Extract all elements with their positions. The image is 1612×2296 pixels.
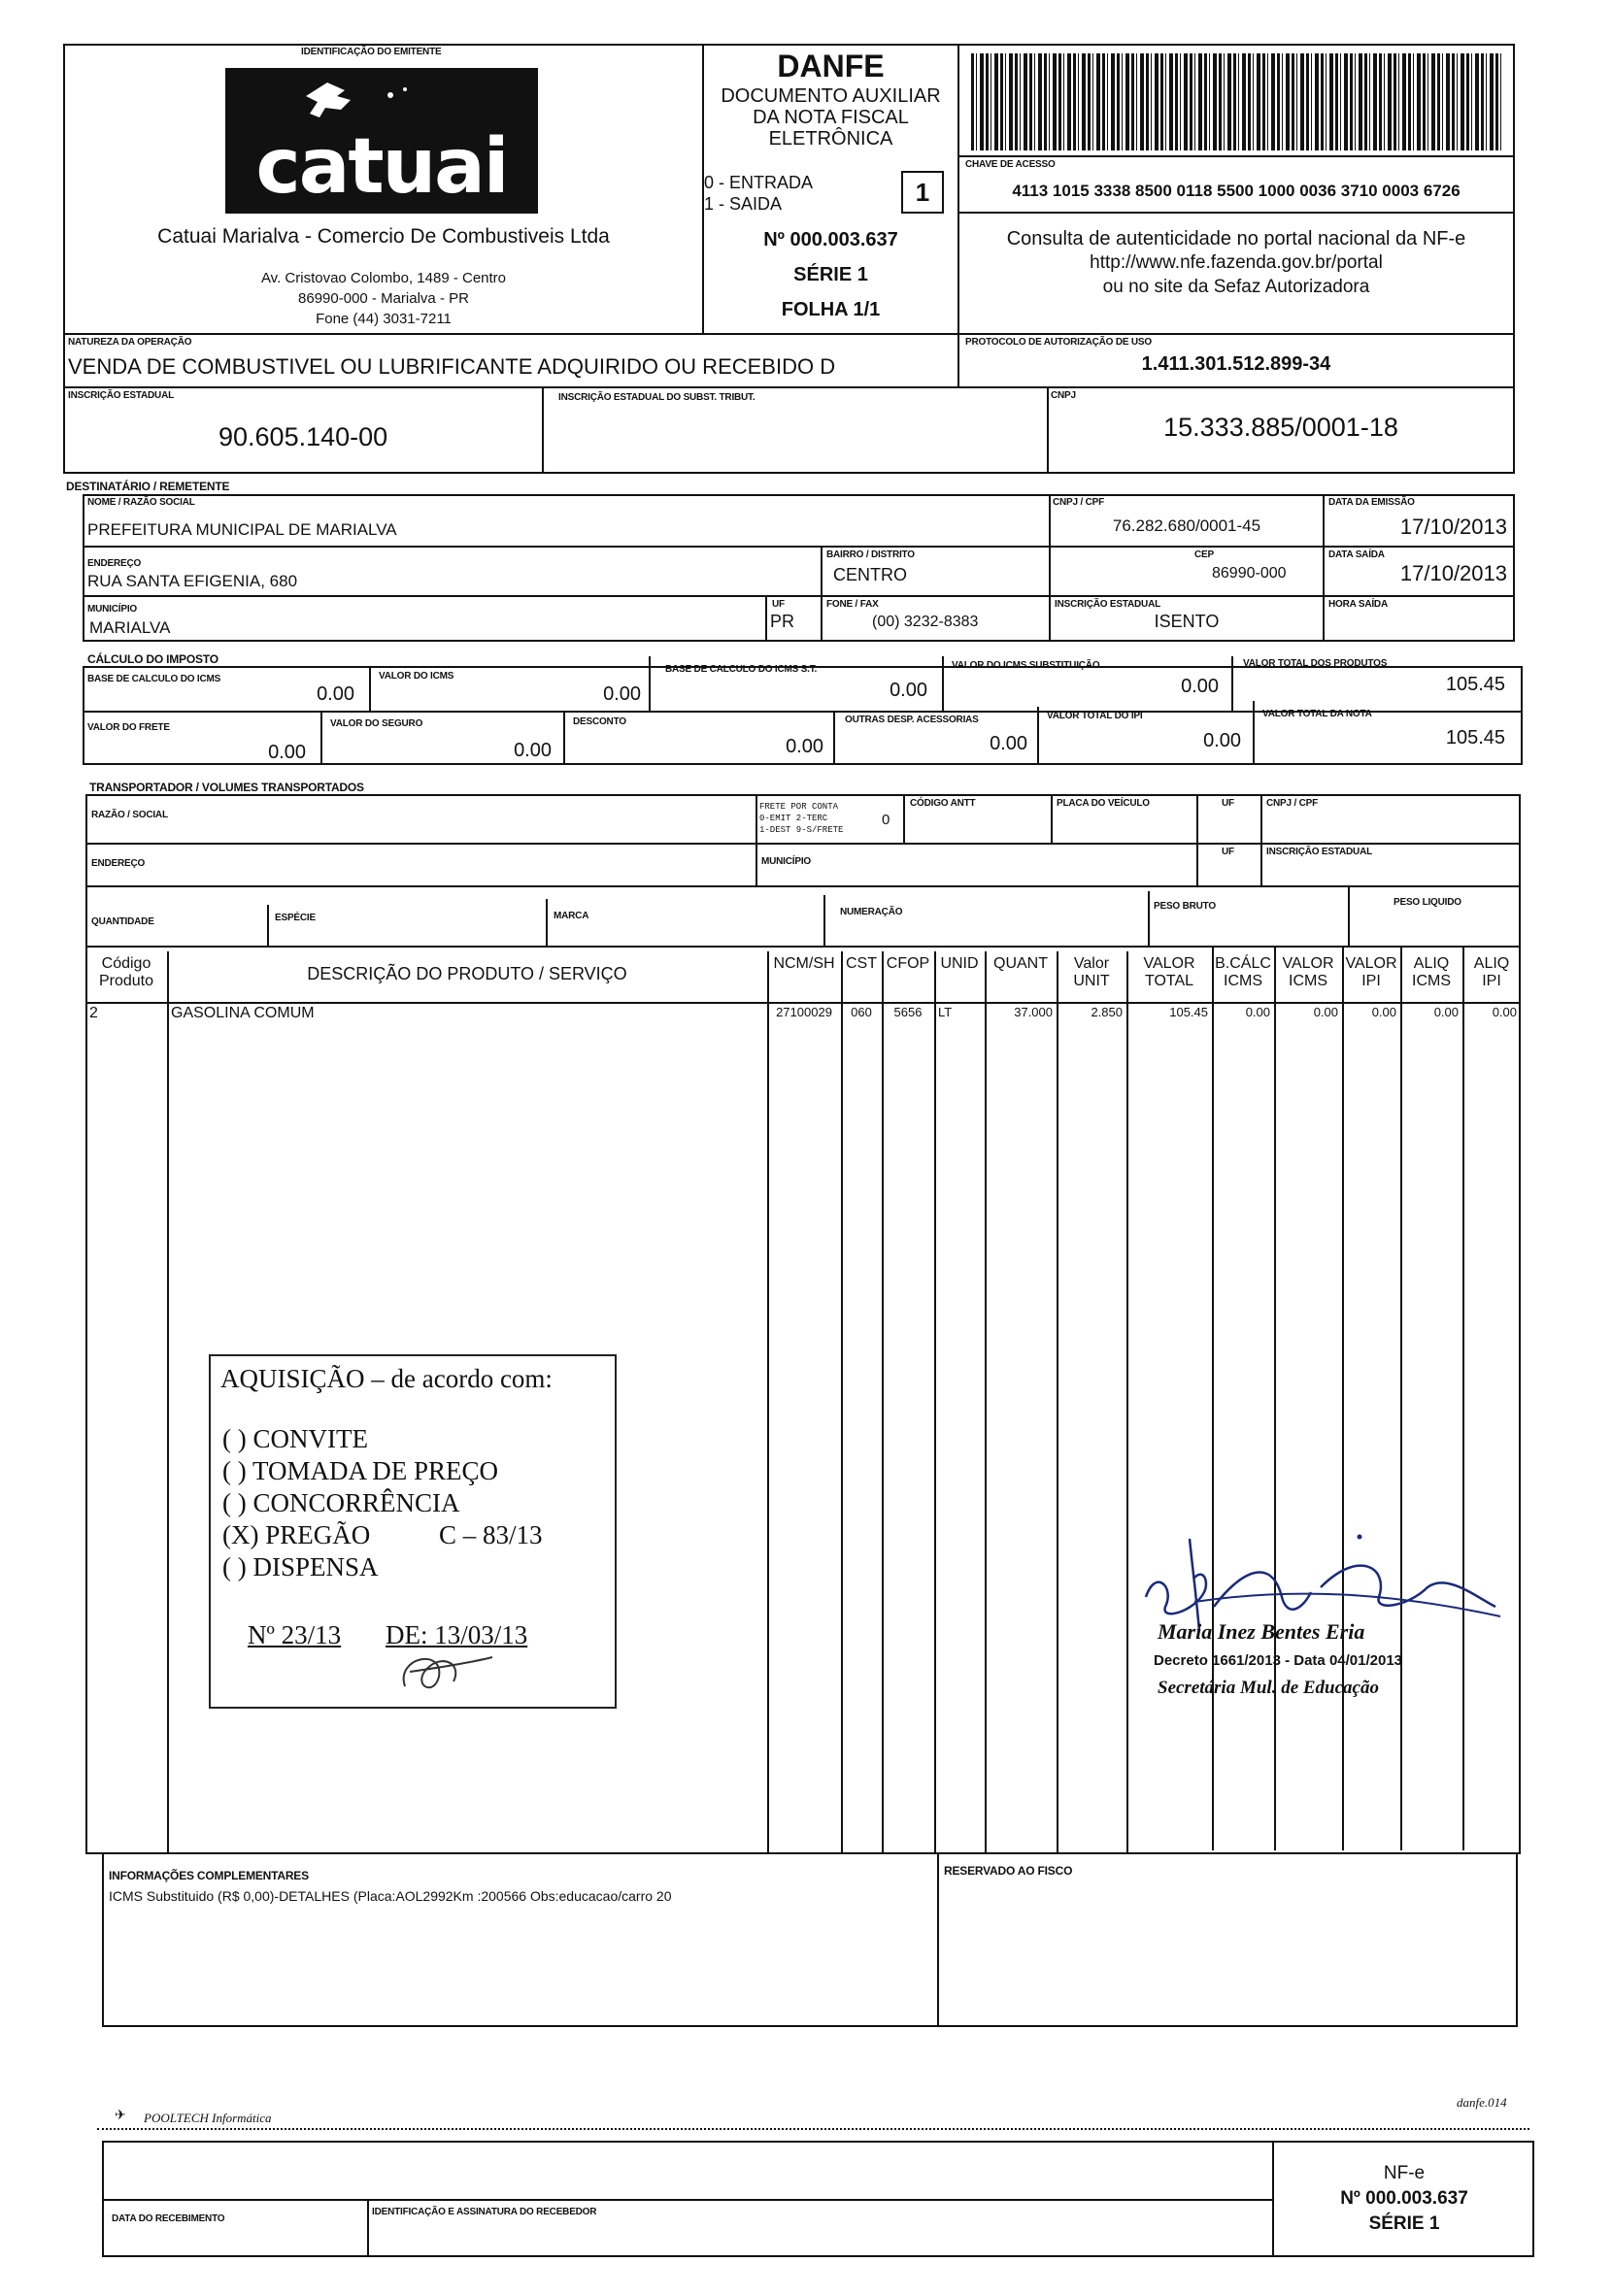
dest-ie: ISENTO [1154, 612, 1220, 631]
danfe-numero: Nº 000.003.637 [763, 229, 898, 250]
footer-serie: SÉRIE 1 [1368, 2213, 1440, 2234]
natureza-value: VENDA DE COMBUSTIVEL OU LUBRIFICANTE ADQUIRIDO OU RECEBIDO D [68, 354, 836, 379]
dest-fone-label: FONE / FAX [826, 599, 879, 610]
aquisicao-stamp [209, 1354, 617, 1709]
danfe-entrada: 0 - ENTRADA [704, 173, 814, 192]
transp-col-h [1260, 843, 1262, 887]
produtos-header-cell: Valor UNIT [1073, 955, 1110, 989]
desconto: 0.00 [786, 736, 823, 757]
desconto-label: DESCONTO [573, 716, 626, 727]
produtos-header-cell: NCM/SH [773, 955, 835, 972]
dest-saida-label: DATA SAÍDA [1328, 549, 1385, 560]
peso-liquido-label: PESO LIQUIDO [1394, 897, 1461, 908]
transp-uf-label: UF [1222, 798, 1234, 809]
produtos-header-cell: Código Produto [98, 955, 154, 989]
danfe-tipo: 1 [915, 178, 930, 207]
total-prod-label: VALOR TOTAL DOS PRODUTOS [1243, 658, 1388, 669]
seguro-label: VALOR DO SEGURO [330, 718, 423, 729]
consulta-line-1: Consulta de autenticidade no portal nacional da NF-e [1006, 228, 1466, 250]
numeracao-label: NUMERAÇÃO [840, 907, 903, 917]
produtos-cell: 0.00 [1371, 1005, 1396, 1019]
dest-municipio-label: MUNICÍPIO [87, 604, 137, 615]
produtos-cell: GASOLINA COMUM [171, 1005, 315, 1021]
dest-emissao: 17/10/2013 [1399, 515, 1507, 539]
cnpj-label: CNPJ [1051, 390, 1076, 401]
produtos-col-line [1057, 951, 1058, 1854]
produtos-header-cell: ALIQ IPI [1473, 955, 1510, 989]
produtos-header-cell: VALOR TOTAL [1143, 955, 1195, 989]
frete-label: VALOR DO FRETE [87, 722, 170, 733]
transp-col-l [1148, 891, 1150, 948]
frete-line-3: 1-DEST 9-S/FRETE [759, 825, 844, 835]
dest-bairro: CENTRO [833, 565, 907, 584]
valor-icms-label: VALOR DO ICMS [379, 671, 454, 682]
dest-saida: 17/10/2013 [1399, 561, 1507, 585]
produtos-header-cell: B.CÁLC ICMS [1215, 955, 1271, 989]
produtos-header-cell: QUANT [993, 955, 1048, 972]
emitente-address: Av. Cristovao Colombo, 1489 - Centro [260, 270, 507, 286]
stamp-data: DE: 13/03/13 [386, 1620, 528, 1649]
imposto-col-5 [320, 711, 322, 765]
transp-uf2-label: UF [1222, 847, 1234, 857]
dest-municipio-box [83, 595, 767, 642]
produtos-col-line [1342, 948, 1344, 1850]
signature-name: Maria Inez Bentes Eria [1158, 1619, 1365, 1644]
danfe-serie: SÉRIE 1 [793, 264, 868, 285]
outras: 0.00 [990, 733, 1027, 754]
produtos-col-line [167, 951, 169, 1854]
base-icms-label: BASE DE CALCULO DO ICMS [87, 674, 221, 684]
dest-cep: 86990-000 [1212, 565, 1287, 582]
receipt-col-a [367, 2199, 369, 2257]
produtos-cell: 105.45 [1169, 1005, 1208, 1019]
frete: 0.00 [268, 742, 306, 763]
produtos-col-line [934, 951, 936, 1854]
stamp-option-tomada: ( ) TOMADA DE PREÇO [222, 1456, 499, 1485]
ipi: 0.00 [1203, 730, 1241, 751]
catuai-logo [225, 68, 538, 214]
imposto-col-2 [649, 656, 651, 713]
transp-razao-label: RAZÃO / SOCIAL [91, 810, 168, 820]
produtos-header-cell: VALOR ICMS [1282, 955, 1334, 989]
produtos-cell: 0.00 [1245, 1005, 1270, 1019]
transp-ie-label: INSCRIÇÃO ESTADUAL [1266, 847, 1372, 857]
transp-col-k [823, 895, 825, 948]
cnpj-value: 15.333.885/0001-18 [1163, 413, 1398, 442]
produtos-cell: 2 [89, 1005, 98, 1021]
signature-decreto: Decreto 1661/2013 - Data 04/01/2013 [1154, 1652, 1403, 1669]
produtos-cell: 0.00 [1313, 1005, 1338, 1019]
software-icon: ✈ [115, 2107, 126, 2122]
transp-col-j [546, 899, 548, 948]
protocolo-value: 1.411.301.512.899-34 [1141, 353, 1331, 375]
especie-label: ESPÉCIE [275, 913, 316, 923]
complementares-label: INFORMAÇÕES COMPLEMENTARES [109, 1869, 309, 1882]
dest-bairro-label: BAIRRO / DISTRITO [826, 549, 915, 560]
fisco-box [937, 1852, 1518, 2027]
valor-st-label: VALOR DO ICMS SUBSTITUIÇÃO [952, 660, 1100, 671]
produtos-col-line [841, 951, 843, 1854]
base-st-label: BASE DE CALCULO DO ICMS S.T. [665, 664, 818, 675]
produtos-col-line [1126, 951, 1128, 1854]
ipi-label: VALOR TOTAL DO IPI [1047, 711, 1143, 721]
transp-col-e [1260, 794, 1262, 845]
imposto-col-3 [942, 656, 944, 713]
dest-uf: PR [770, 612, 795, 631]
produtos-cell: 5656 [893, 1005, 923, 1019]
transp-col-g [1196, 843, 1198, 887]
produtos-col-line [882, 951, 884, 1854]
footer-numero: Nº 000.003.637 [1340, 2188, 1468, 2209]
produtos-col-line [1462, 948, 1464, 1850]
produtos-cell: 2.850 [1091, 1005, 1123, 1019]
emitente-name: Catuai Marialva - Comercio De Combustiveis Ltda [157, 225, 610, 248]
fisco-label: RESERVADO AO FISCO [944, 1864, 1073, 1878]
transp-col-i [267, 905, 269, 948]
produtos-header-cell: DESCRIÇÃO DO PRODUTO / SERVIÇO [307, 964, 627, 983]
transp-col-a [756, 794, 757, 845]
dest-municipio: MARIALVA [89, 618, 171, 637]
cut-line [97, 2128, 1529, 2130]
transp-col-m [1348, 887, 1350, 948]
footer-nfe: NF-e [1383, 2163, 1426, 2183]
danfe-saida: 1 - SAIDA [704, 194, 783, 214]
danfe-subtitle: DOCUMENTO AUXILIAR DA NOTA FISCAL ELETRÔNICA [721, 85, 941, 150]
produtos-col-line [1274, 948, 1276, 1850]
dest-cep-label: CEP [1194, 549, 1214, 560]
consulta-line-3: ou no site da Sefaz Autorizadora [1102, 277, 1370, 297]
transportador-section-label: TRANSPORTADOR / VOLUMES TRANSPORTADOS [89, 781, 364, 794]
imposto-col-1 [369, 666, 371, 713]
stamp-numero: Nº 23/13 [248, 1620, 342, 1649]
destinatario-section-label: DESTINATÁRIO / REMETENTE [66, 480, 230, 493]
frete-line-2: 0-EMIT 2-TERC [759, 814, 828, 823]
stamp-option-dispensa: ( ) DISPENSA [222, 1552, 379, 1581]
transp-endereco-label: ENDEREÇO [91, 858, 146, 869]
total-prod: 105.45 [1445, 674, 1505, 695]
complementares-text: ICMS Substituido (R$ 0,00)-DETALHES (Placa:AOL2992Km :200566 Obs:educacao/carro 20 [109, 1888, 672, 1904]
produtos-col-line [767, 951, 769, 1854]
imposto-col-6 [563, 711, 565, 765]
barcode [971, 53, 1503, 150]
produtos-header-cell: VALOR IPI [1345, 955, 1397, 989]
chave-divider-top [957, 155, 1515, 157]
produtos-cell: 27100029 [776, 1005, 832, 1019]
frete-line-1: FRETE POR CONTA [759, 802, 839, 812]
placa-label: PLACA DO VEÍCULO [1057, 798, 1150, 809]
ie-st-label: INSCRIÇÃO ESTADUAL DO SUBST. TRIBUT. [558, 392, 756, 403]
stamp-pregao-code: C – 83/13 [439, 1520, 543, 1549]
total-nota: 105.45 [1445, 727, 1505, 749]
dest-fone: (00) 3232-8383 [872, 614, 979, 630]
imposto-col-7 [833, 711, 835, 765]
produtos-cell: 060 [851, 1005, 872, 1019]
transp-municipio-label: MUNICÍPIO [761, 856, 811, 867]
dest-endereco-label: ENDEREÇO [87, 558, 142, 569]
protocolo-label: PROTOCOLO DE AUTORIZAÇÃO DE USO [965, 337, 1152, 348]
dest-emissao-label: DATA DA EMISSÃO [1328, 497, 1415, 508]
base-icms: 0.00 [317, 683, 354, 705]
produtos-header-cell: ALIQ ICMS [1412, 955, 1451, 989]
produtos-cell: LT [938, 1005, 953, 1019]
produtos-col-line [985, 951, 987, 1854]
produtos-header-line [85, 1002, 1521, 1004]
produtos-col-line [1400, 948, 1402, 1850]
transp-col-c [1051, 794, 1053, 845]
emitente-cep-city: 86990-000 - Marialva - PR [298, 290, 469, 307]
dest-nome-label: NOME / RAZÃO SOCIAL [87, 497, 195, 508]
antt-label: CÓDIGO ANTT [910, 798, 976, 809]
data-recebimento-label: DATA DO RECEBIMENTO [112, 2213, 225, 2224]
transp-col-d [1196, 794, 1198, 845]
produtos-col-line [1212, 948, 1214, 1850]
peso-bruto-label: PESO BRUTO [1154, 901, 1216, 912]
stamp-option-convite: ( ) CONVITE [222, 1424, 368, 1453]
danfe-folha: FOLHA 1/1 [781, 299, 881, 320]
chave-label: CHAVE DE ACESSO [965, 159, 1056, 170]
base-st: 0.00 [890, 680, 927, 701]
logo-text: catuai [255, 123, 508, 211]
stamp-option-concorrencia: ( ) CONCORRÊNCIA [222, 1488, 460, 1517]
signature-cargo: Secretária Mul. de Educação [1158, 1678, 1379, 1698]
produtos-header-cell: CFOP [886, 955, 930, 972]
valor-st: 0.00 [1181, 676, 1219, 697]
transp-col-f [756, 843, 757, 887]
produtos-cell: 0.00 [1433, 1005, 1459, 1019]
danfe-ref: danfe.014 [1457, 2095, 1507, 2110]
seguro: 0.00 [514, 740, 552, 761]
dest-ie-label: INSCRIÇÃO ESTADUAL [1055, 599, 1160, 610]
stamp-title: AQUISIÇÃO – de acordo com: [220, 1364, 553, 1393]
imposto-col-8 [1037, 707, 1039, 765]
chave-value: 4113 1015 3338 8500 0118 5500 1000 0036 3710 0003 6726 [1012, 182, 1461, 200]
danfe-title: DANFE [777, 49, 885, 83]
stamp-option-pregao: (X) PREGÃO [222, 1520, 371, 1549]
dest-cnpj-label: CNPJ / CPF [1053, 497, 1105, 508]
frete-value: 0 [882, 812, 890, 828]
transp-cnpj-label: CNPJ / CPF [1266, 798, 1319, 809]
dest-cnpj: 76.282.680/0001-45 [1112, 516, 1261, 535]
consulta-line-2: http://www.nfe.fazenda.gov.br/portal [1090, 252, 1383, 273]
ie-label: INSCRIÇÃO ESTADUAL [68, 390, 174, 401]
transp-col-b [903, 794, 905, 845]
total-nota-label: VALOR TOTAL DA NOTA [1262, 709, 1372, 719]
dest-uf-label: UF [772, 599, 785, 610]
produtos-header-cell: CST [846, 955, 877, 972]
software-name: POOLTECH Informática [144, 2111, 272, 2125]
initials-signature [386, 1618, 502, 1696]
outras-label: OUTRAS DESP. ACESSORIAS [845, 715, 979, 725]
marca-label: MARCA [554, 911, 589, 921]
ie-value: 90.605.140-00 [218, 422, 388, 451]
dest-hora-label: HORA SAÍDA [1328, 599, 1388, 610]
dest-endereco: RUA SANTA EFIGENIA, 680 [87, 572, 298, 590]
emitente-section-label: IDENTIFICAÇÃO DO EMITENTE [301, 47, 442, 57]
emitente-phone: Fone (44) 3031-7211 [316, 311, 452, 327]
imposto-col-4 [1231, 656, 1233, 713]
imposto-col-9 [1253, 701, 1255, 765]
natureza-label: NATUREZA DA OPERAÇÃO [68, 337, 192, 348]
imposto-section-label: CÁLCULO DO IMPOSTO [87, 652, 218, 666]
produtos-cell: 0.00 [1492, 1005, 1517, 1019]
dest-nome: PREFEITURA MUNICIPAL DE MARIALVA [87, 520, 397, 539]
valor-icms: 0.00 [603, 683, 641, 705]
produtos-cell: 37.000 [1014, 1005, 1053, 1019]
produtos-header-cell: UNID [940, 955, 979, 972]
chave-divider-bottom [957, 212, 1515, 214]
ident-recebedor-label: IDENTIFICAÇÃO E ASSINATURA DO RECEBEDOR [372, 2207, 597, 2217]
quantidade-label: QUANTIDADE [91, 916, 154, 927]
receipt-row-line [102, 2199, 1272, 2201]
